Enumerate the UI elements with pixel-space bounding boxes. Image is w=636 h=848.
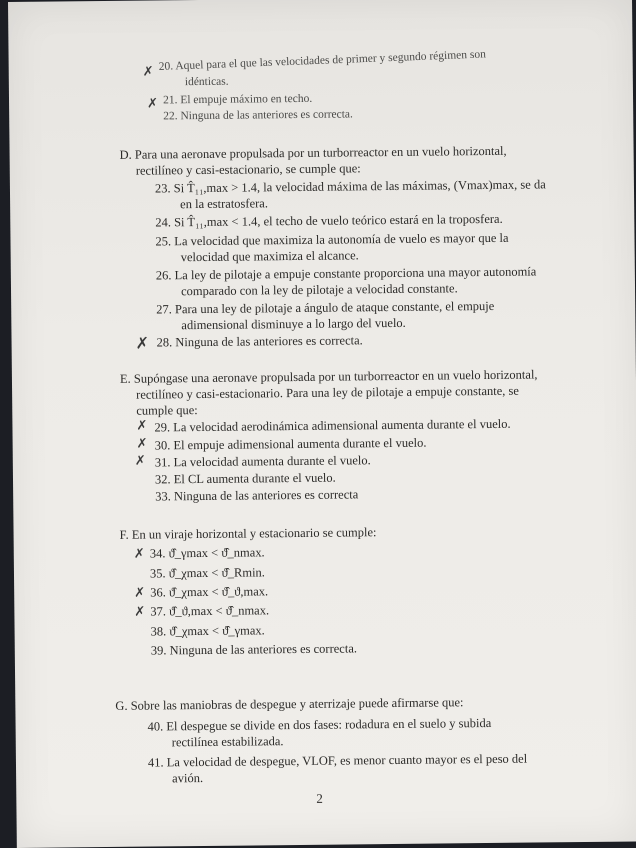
question-20-cont: idénticas. [184, 75, 229, 89]
question-36: 36. ϑ̂_χmax < ϑ̂_ϑ,max. [150, 584, 269, 600]
question-23: 23. Si T̂₁₁,max > 1.4, la velocidad máxima de las máximas, (Vmax)max, se da [154, 177, 546, 196]
section-d-heading: D. Para una aeronave propulsada por un turborreactor en un vuelo horizontal, [119, 143, 507, 162]
question-40-cont: rectilínea estabilizada. [171, 734, 284, 750]
section-g-heading: G. Sobre las maniobras de despegue y aterrizaje puede afirmarse que: [115, 695, 464, 713]
question-27-cont: adimensional disminuye a lo largo del vuelo. [181, 315, 406, 333]
cross-mark-34: ✗ [133, 546, 145, 562]
section-d-heading-cont: rectilíneo y casi-estacionario, se cumple que: [135, 161, 361, 178]
question-34: 34. ϑ̂_γmax < ϑ̂_nmax. [149, 545, 265, 561]
question-25-cont: velocidad que maximiza el alcance. [180, 248, 359, 265]
question-38: 38. ϑ̂_χmax < ϑ̂_γmax. [150, 623, 265, 639]
section-f-heading: F. En un viraje horizontal y estacionario se cumple: [119, 525, 377, 542]
question-40: 40. El despegue se divide en dos fases: rodadura en el suelo y subida [147, 715, 492, 734]
question-33: 33. Ninguna de las anteriores es correcta [155, 487, 359, 504]
question-25: 25. La velocidad que maximiza la autonomía de vuelo es mayor que la [155, 230, 509, 249]
cross-mark-37: ✗ [134, 604, 146, 620]
question-29: 29. La velocidad aerodinámica adimensional aumenta durante el vuelo. [154, 416, 511, 435]
cross-mark-29: ✗ [136, 418, 148, 434]
question-24: 24. Si T̂₁₁,max < 1.4, el techo de vuelo teórico estará en la troposfera. [155, 211, 503, 230]
question-41: 41. La velocidad de despegue, VLOF, es menor cuanto mayor es el peso del [147, 751, 528, 770]
question-35: 35. ϑ̂_χmax < ϑ̂_Rmin. [149, 565, 265, 581]
question-39: 39. Ninguna de las anteriores es correcta. [150, 641, 358, 658]
page-number: 2 [316, 790, 323, 806]
section-e-heading-cont2: cumple que: [136, 403, 198, 418]
question-26: 26. La ley de pilotaje a empuje constante proporciona una mayor autonomía [155, 264, 537, 283]
question-28: 28. Ninguna de las anteriores es correcta. [156, 333, 363, 350]
cross-mark-30: ✗ [136, 436, 148, 452]
section-e-heading-cont: rectilíneo y casi-estacionario. Para una ley de pilotaje a empuje constante, se [136, 383, 520, 402]
question-30: 30. El empuje adimensional aumenta durante el vuelo. [154, 435, 427, 453]
cross-mark-20: ✗ [142, 64, 154, 80]
question-31: 31. La velocidad aumenta durante el vuelo. [154, 453, 371, 470]
question-21: 21. El empuje máximo en techo. [162, 92, 313, 107]
question-27: 27. Para una ley de pilotaje a ángulo de ataque constante, el empuje [156, 298, 495, 317]
question-32: 32. El CL aumenta durante el vuelo. [154, 470, 336, 487]
question-22: 22. Ninguna de las anteriores es correcta. [163, 108, 353, 123]
cross-mark-36: ✗ [134, 585, 146, 601]
exam-page [8, 0, 636, 848]
question-20: 20. Aquel para el que las velocidades de primer y segundo régimen son [158, 48, 487, 73]
cross-mark-21: ✗ [146, 96, 159, 112]
question-41-cont: avión. [172, 771, 204, 786]
question-23-cont: en la estratosfera. [180, 196, 269, 212]
question-26-cont: comparado con la ley de pilotaje a velocidad constante. [180, 281, 458, 299]
question-37: 37. ϑ̂_ϑ,max < ϑ̂_nmax. [150, 603, 270, 619]
section-e-heading: E. Supóngase una aeronave propulsada por un turborreactor en un vuelo horizontal, [119, 367, 538, 386]
cross-mark-28: ✗ [135, 333, 150, 353]
cross-mark-31: ✗ [134, 453, 146, 469]
